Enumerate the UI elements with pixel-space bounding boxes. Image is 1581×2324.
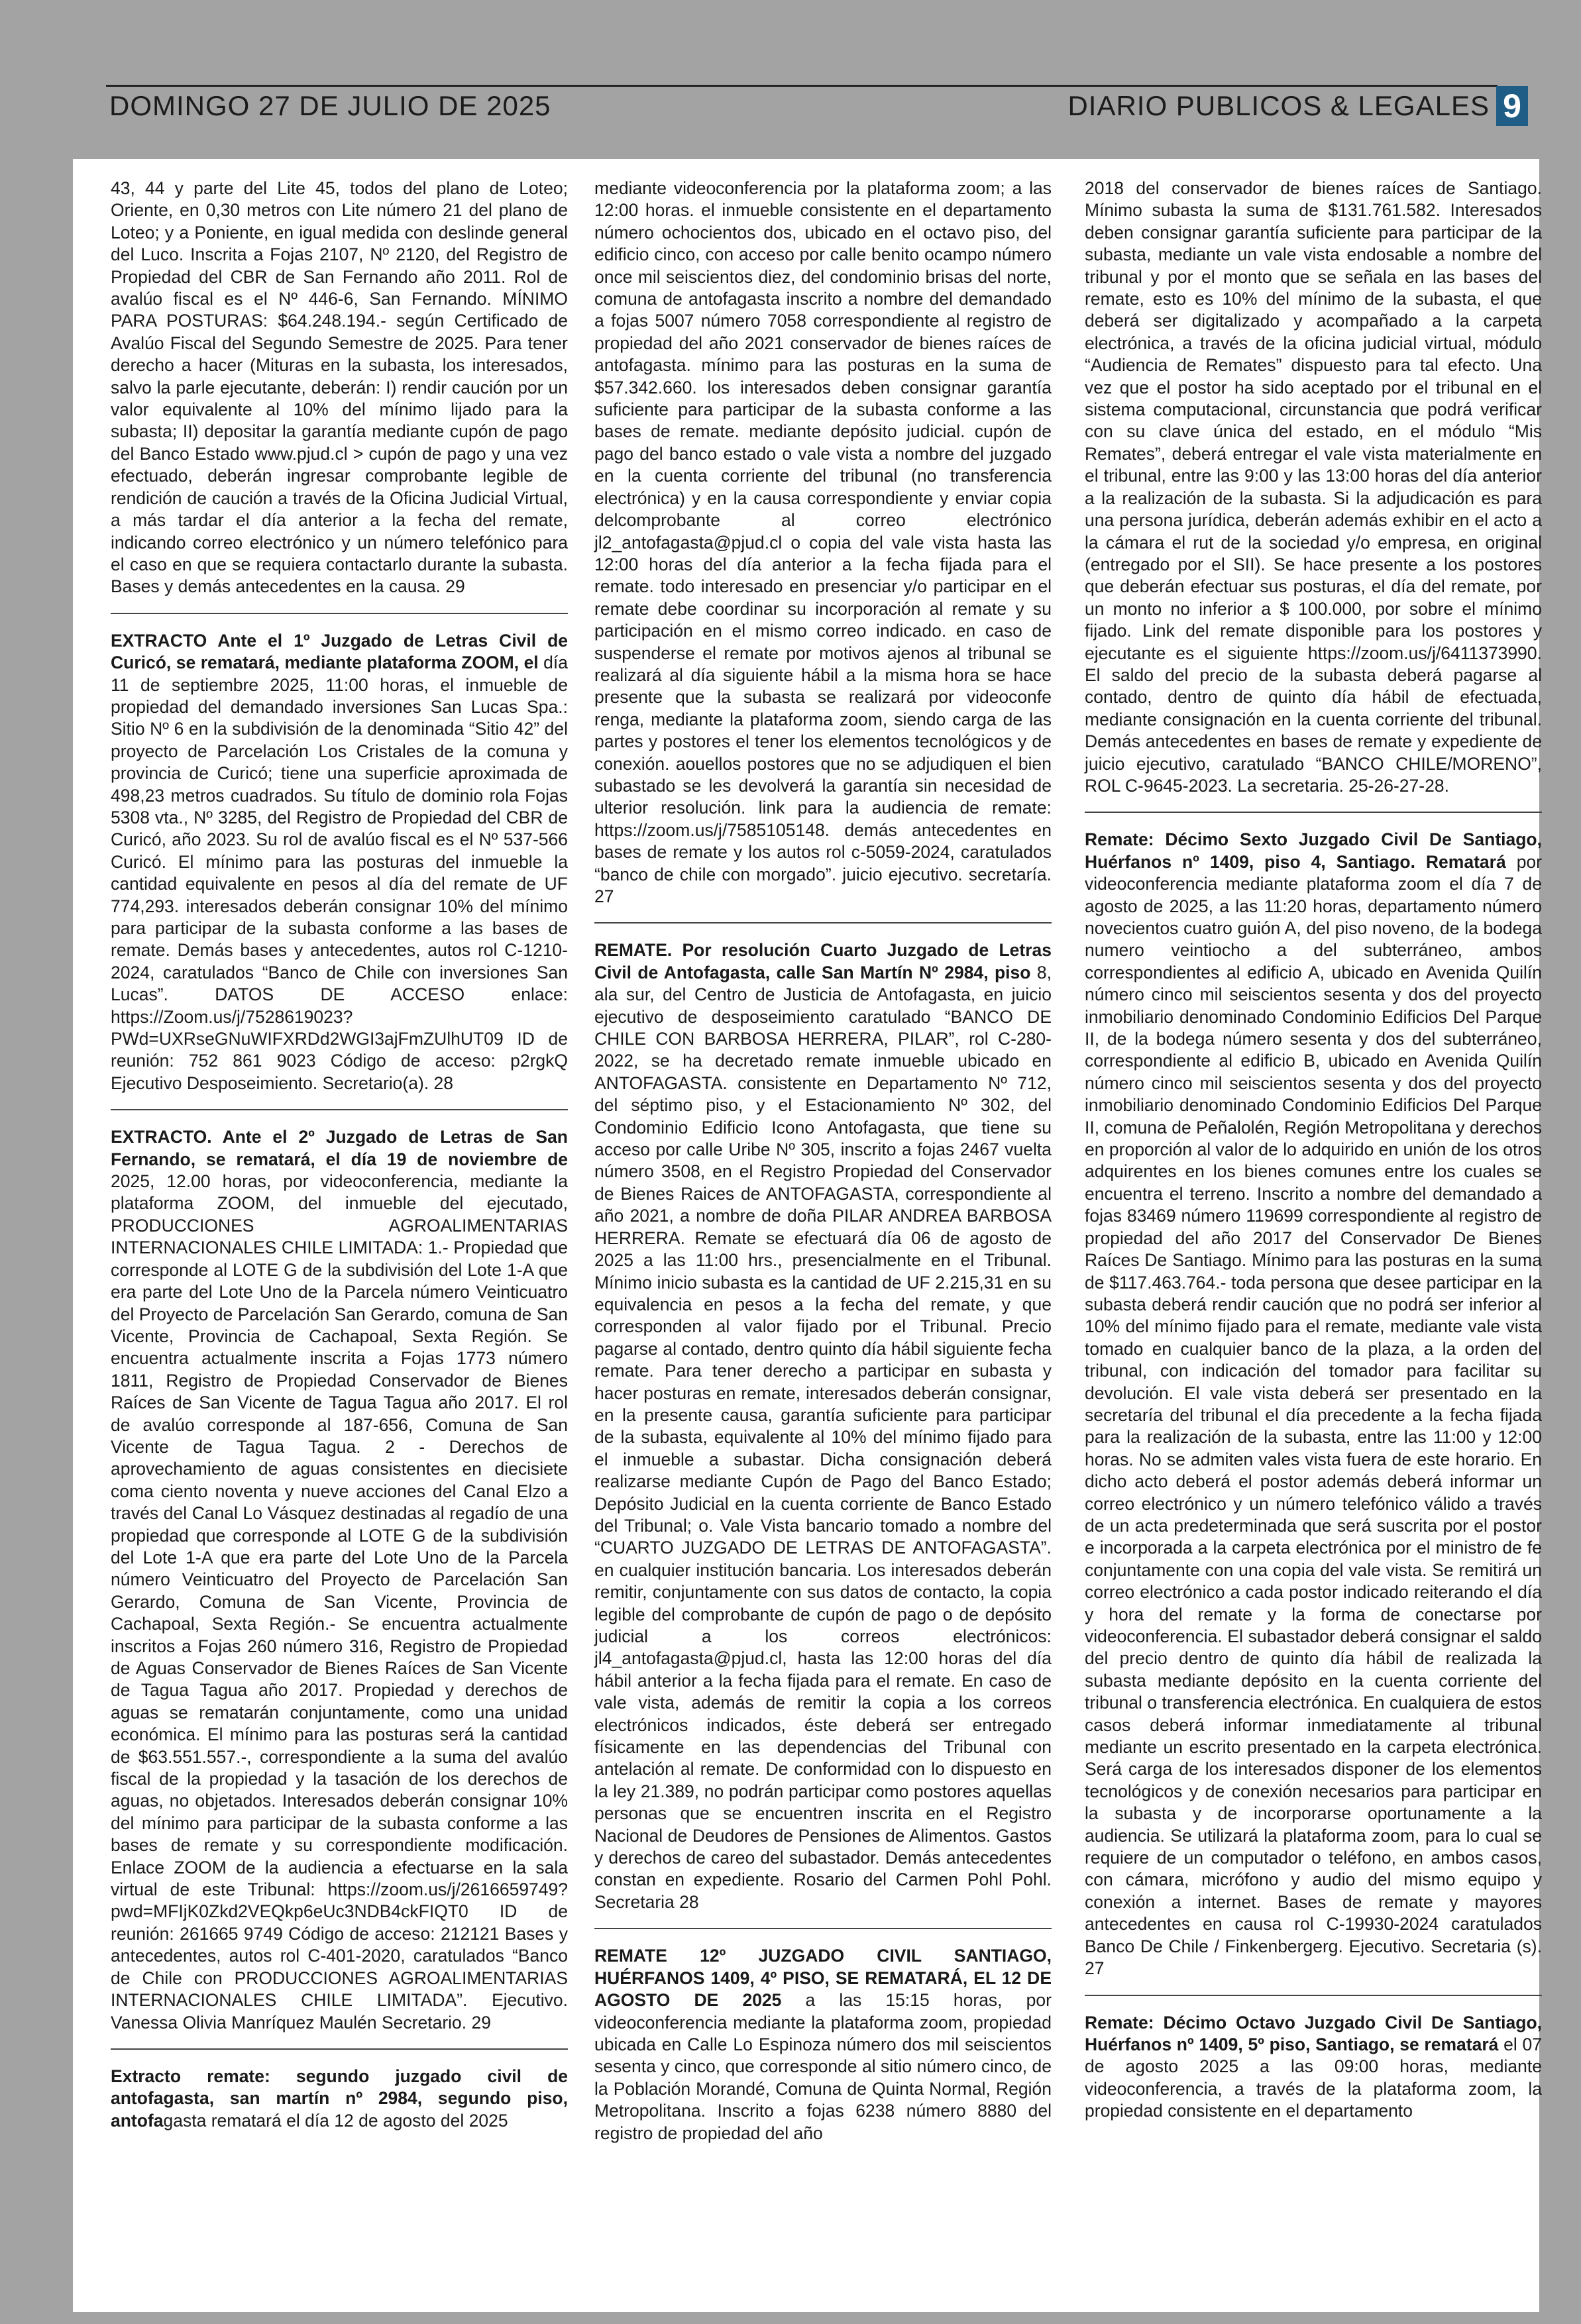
notice-body: el 07 de agosto 2025 a las 09:00 horas, mediante videoconferencia, a través de la plataforma zoom, la propiedad consistente en el departamento [1085,2034,1542,2121]
header-date: DOMINGO 27 DE JULIO DE 2025 [109,90,551,121]
legal-notice [594,939,1052,1913]
legal-notice [594,178,1052,908]
notice-body: 43, 44 y parte del Lite 45, todos del plano de Loteo; Oriente, en 0,30 metros con Lite número 21 del plano de Loteo; y a Poniente, en igual medida con deslinde general del Luco. Inscrita a Fojas 2107, Nº 2120, del Registro de Propiedad del CBR de San Fernando año 2011. Rol de avalúo fiscal es el Nº 446-6, San Fernando. MÍNIMO PARA POSTURAS: $64.248.194.- según Certificado de Avalúo Fiscal del Segundo Semestre de 2025. Para tener derecho a hacer (Mituras en la subasta, los interesados, salvo la parle ejecutante, deberán: I) rendir caución por un valor equivalente al 10% del mínimo lijado para la subasta; II) depositar la garantía mediante cupón de pago del Banco Estado www.pjud.cl > cupón de pago y una vez efectuado, deberán ingresar comprobante legible de rendición de caución a través de la Oficina Judicial Virtual, a más tardar el día anterior a la fecha del remate, indicando correo electrónico y un número telefónico para el caso en que se requiera contactarlo durante la subasta. Bases y demás antecedentes en la causa. 29 [111,178,568,597]
notice-body: mediante videoconferencia por la plataforma zoom; a las 12:00 horas. el inmueble consistente en el departamento número ochocientos dos, ubicado en el octavo piso, del edificio cinco, con acceso por calle benito ocampo número once mil seiscientos diez, del condominio brisas del norte, comuna de antofagasta inscrito a nombre del demandado a fojas 5007 número 7058 correspondiente al registro de propiedad del año 2021 conservador de bienes raíces de antofagasta. mínimo para las posturas en la suma de $57.342.660. los interesados deben consignar garantía suficiente para participar de la subasta conforme a las bases de remate. mediante depósito judicial. cupón de pago del banco estado o vale vista a nombre del juzgado en la cuenta corriente del tribunal (no transferencia electrónica) y en la causa correspondiente y enviar copia delcomprobante al correo electrónico jl2_antofagasta@pjud.cl o copia del vale vista hasta las 12:00 horas del día anterior a la fecha fijada para el remate. todo interesado en presenciar y/o participar en el remate debe coordinar su incorporación al remate y su participación en el mismo correo indicado. en caso de suspenderse el remate por motivos ajenos al tribunal se realizará al día siguiente hábil a la misma hora se hace presente que la subasta se realizará por videoconfe renga, mediante la plataforma zoom, siendo carga de las partes y postores el tener los elementos tecnológicos y de conexión. aouellos postores que no se adjudiquen el bien subastado se les devolverá la garantía sin necesidad de ulterior resolución. link para la audiencia de remate: https://zoom.us/j/7585105148. demás antecedentes en bases de remate y los autos rol c-5059-2024, caratulados “banco de chile con morgado”. juicio ejecutivo. secretaría. 27 [594,178,1052,906]
column-1 [111,178,568,2132]
legal-notice [1085,829,1542,1980]
notice-body: gasta rematará el día 12 de agosto del 2025 [163,2110,508,2131]
column-2 [594,178,1052,2144]
notice-body: por videoconferencia mediante plataforma zoom el día 7 de agosto de 2025, a las 11:20 horas, departamento número novecientos cuatro guión A, del piso noveno, de la bodega numero veintiocho a del subterráneo, ambos correspondientes al edificio A, ubicado en Avenida Quilín número cinco mil seiscientos sesenta y dos del proyecto inmobiliario denominado Condominio Edificios Del Parque II, de la bodega número sesenta y dos del subterráneo, correspondiente al edificio B, ubicado en Avenida Quilín número cinco mil seiscientos sesenta y dos del proyecto inmobiliario denominado Condominio Edificios Del Parque II, comuna de Peñalolén, Región Metropolitana y derechos en proporción al valor de lo adquirido en unión de los otros adquirentes en los bienes comunes entre los cuales se encuentra el terreno. Inscrito a nombre del demandado a fojas 83469 número 119699 correspondiente al registro de propiedad del año 2017 del Conservador De Bienes Raíces De Santiago. Mínimo para las posturas en la suma de $117.463.764.- toda persona que desee participar en la subasta deberá rendir caución que no podrá ser inferior al 10% del mínimo fijado para el remate, mediante vale vista tomado en cualquier banco de la plaza, a la orden del tribunal, con indicación del tomador para facilitar su devolución. El vale vista deberá ser presentado en la secretaría del tribunal el día precedente a la fecha fijada para la realización de la subasta, entre las 11:00 y 12:00 horas. No se admiten vales vista fuera de este horario. En dicho acto deberá el postor además deberá informar un correo electrónico y un número telefónico válido a través de un acta predeterminada que será suscrita por el postor e incorporada a la carpeta electrónica por el ministro de fe conjuntamente con una copia del vale vista. Se remitirá un correo electrónico a cada postor indicado reiterando el día y hora del remate y la forma de conectarse por videoconferencia. El subastador deberá consignar el saldo del precio dentro de quinto día hábil de realizada la subasta mediante depósito en la cuenta corriente del tribunal o transferencia electrónica. En cualquiera de estos casos deberá informar inmediatamente al tribunal mediante un escrito presentado en la carpeta electrónica. Será carga de los interesados disponer de los elementos tecnológicos y de conexión necesarios para participar en la subasta y de incorporarse oportunamente a la audiencia. Se utilizará la plataforma zoom, para lo cual se requiere de un computador o teléfono, en ambos casos, con cámara, micrófono y audio del mismo equipo y conexión a internet. Bases de remate y mayores antecedentes en causa rol C-19930-2024 caratulados Banco De Chile / Finkenbergerg. Ejecutivo. Secretaria (s). 27 [1085,851,1542,1979]
notice-separator [111,613,568,614]
publication-title: DIARIO PUBLICOS & LEGALES [1067,90,1490,121]
legal-notice [111,2066,568,2132]
notice-separator [1085,812,1542,813]
legal-notice [111,178,568,598]
notice-separator [594,1928,1052,1929]
notice-heading: Extracto remate: segundo juzgado civil de antofagasta, san martín nº 2984, segundo piso, antofa [111,2066,568,2131]
notice-heading: EXTRACTO. Ante el 2º Juzgado de Letras de San Fernando, se rematará, el día 19 de noviembre de [111,1127,568,1169]
notice-heading: REMATE. Por resolución Cuarto Juzgado de Letras Civil de Antofagasta, calle San Martín Nº 2984, piso [594,940,1052,982]
notice-heading: REMATE 12º JUZGADO CIVIL SANTIAGO, HUÉRFANOS 1409, 4º PISO, SE REMATARÁ, EL 12 DE AGOSTO DE 2025 [594,1946,1052,2011]
legal-notice [1085,2012,1542,2123]
notice-separator [111,1109,568,1110]
notice-body: día 11 de septiembre 2025, 11:00 horas, el inmueble de propiedad del demandado inversiones San Lucas Spa.: Sitio Nº 6 en la subdivisión de la denominada “Sitio 42” del proyecto de Parcelación Los Cristales de la comuna y provincia de Curicó; tiene una superficie aproximada de 498,23 metros cuadrados. Su título de dominio rola Fojas 5308 vta., Nº 3285, del Registro de Propiedad del CBR de Curicó, año 2023. Su rol de avalúo fiscal es el Nº 537-566 Curicó. El mínimo para las posturas del inmueble la cantidad equivalente en pesos al día del remate de UF 774,293. interesados deberán consignar 10% del mínimo para participar de la subasta conforme a las bases de remate. Demás bases y antecedentes, autos rol C-1210-2024, caratulados “Banco de Chile con inversiones San Lucas”. DATOS DE ACCESO enlace: https://Zoom.us/j/7528619023?PWd=UXRseGNuWIFXRDd2WGI3ajFmZUlhUT09 ID de reunión: 752 861 9023 Código de acceso: p2rgkQ Ejecutivo Desposeimiento. Secretario(a). 28 [111,653,568,1093]
notice-body: 2025, 12.00 horas, por videoconferencia, mediante la plataforma ZOOM, del inmueble del ejecutado, PRODUCCIONES AGROALIMENTARIAS INTERNACIONALES CHILE LIMITADA: 1.- Propiedad que corresponde al LOTE G de la subdivisión del Lote 1-A que era parte del Lote Uno de la Parcela número Veinticuatro del Proyecto de Parcelación San Gerardo, comuna de San Vicente, Provincia de Cachapoal, Sexta Región. Se encuentra actualmente inscrita a Fojas 1773 número 1811, Registro de Propiedad Conservador de Bienes Raíces de San Vicente de Tagua Tagua año 2017. El rol de avalúo corresponde al 187-656, Comuna de San Vicente de Tagua Tagua. 2 - Derechos de aprovechamiento de aguas consistentes en diecisiete coma ciento noventa y nueve acciones del Canal Elzo a través del Canal Lo Vásquez destinadas al regadío de una propiedad que corresponde al LOTE G de la subdivisión del Lote 1-A que era parte del Lote Uno de la Parcela número Veinticuatro del Proyecto de Parcelación San Gerardo, Comuna de San Vicente, Provincia de Cachapoal, Sexta Región.- Se encuentra actualmente inscritos a Fojas 260 número 316, Registro de Propiedad de Aguas Conservador de Bienes Raíces de San Vicente de Tagua Tagua año 2017. Propiedad y derechos de aguas se rematarán conjuntamente, como una unidad económica. El mínimo para las posturas será la cantidad de $63.551.557.-, correspondiente a la suma del avalúo fiscal de la propiedad y la tasación de los derechos de aguas, no objetados. Interesados deberán consignar 10% del mínimo para participar de la subasta conforme a las bases de remate y su correspondiente modificación. Enlace ZOOM de la audiencia a efectuarse en la sala virtual de este Tribunal: https://zoom.us/j/2616659749?pwd=MFIjK0Zkd2VEQkp6eUc3NDB4ckFIQT0 ID de reunión: 261665 9749 Código de acceso: 212121 Bases y antecedentes, autos rol C-401-2020, caratulados “Banco de Chile con PRODUCCIONES AGROALIMENTARIAS INTERNACIONALES CHILE LIMITADA”. Ejecutivo. Vanessa Olivia Manríquez Maulén Secretario. 29 [111,1171,568,2033]
notice-body: 8, ala sur, del Centro de Justicia de Antofagasta, en juicio ejecutivo de desposeimiento caratulado “BANCO DE CHILE CON BARBOSA HERRERA, PILAR”, rol C-280-2022, se ha decretado remate inmueble ubicado en ANTOFAGASTA. consistente en Departamento Nº 712, del séptimo piso, y el Estacionamiento Nº 302, del Condominio Edificio Icono Antofagasta, que tiene su acceso por calle Uribe Nº 305, inscrito a fojas 2467 vuelta número 3508, en el Registro Propiedad del Conservador de Bienes Raices de ANTOFAGASTA, correspondiente al año 2021, a nombre de doña PILAR ANDREA BARBOSA HERRERA. Remate se efectuará día 06 de agosto de 2025 a las 11:00 hrs., presencialmente en el Tribunal. Mínimo inicio subasta es la cantidad de UF 2.215,31 en su equivalencia en pesos a la fecha del remate, y que corresponden al valor fijado por el Tribunal. Precio pagarse al contado, dentro quinto día hábil siguiente fecha remate. Para tener derecho a participar en subasta y hacer posturas en remate, interesados deberán consignar, en la presente causa, garantía suficiente para participar de la subasta, equivalente al 10% del mínimo fijado para el inmueble a subastar. Dicha consignación deberá realizarse mediante Cupón de Pago del Banco Estado; Depósito Judicial en la cuenta corriente de Banco Estado del Tribunal; o. Vale Vista bancario tomado a nombre del “CUARTO JUZGADO DE LETRAS DE ANTOFAGASTA”. en cualquier institución bancaria. Los interesados deberán remitir, conjuntamente con sus datos de contacto, la copia legible del comprobante de cupón de pago o de depósito judicial a los correos electrónicos: jl4_antofagasta@pjud.cl, hasta las 12:00 horas del día hábil anterior a la fecha fijada para el remate. En caso de vale vista, además de remitir la copia a los correos electrónicos indicados, éste deberá ser entregado físicamente en las dependencias del Tribunal con antelación al remate. De conformidad con lo dispuesto en la ley 21.389, no podrán participar como postores aquellas personas que se encuentren inscrita en el Registro Nacional de Deudores de Pensiones de Alimentos. Gastos y derechos de careo del subastador. Demás antecedentes constan en expediente. Rosario del Carmen Pohl Pohl. Secretaria 28 [594,962,1052,1912]
notice-body: 2018 del conservador de bienes raíces de Santiago. Mínimo subasta la suma de $131.761.582. Interesados deben consignar garantía suficiente para participar de la subasta, mediante un vale vista endosable a nombre del tribunal y por el monto que se señala en las bases del remate, esto es 10% del mínimo de la subasta, el que deberá ser digitalizado y acompañado a la carpeta electrónica, a través de la oficina judicial virtual, módulo “Audiencia de Remates” dispuesto para tal efecto. Una vez que el postor ha sido aceptado por el tribunal en el sistema computacional, circunstancia que podrá verificar con su clave única del estado, en el módulo “Mis Remates”, deberá entregar el vale vista materialmente en el tribunal, entre las 9:00 y las 13:00 horas del día anterior a la realización de la subasta. Si la adjudicación es para una persona jurídica, deberán además exhibir en el acto a la cámara el rut de la sociedad y/o empresa, en original (entregado por el SII). Se hace presente a los postores que deberán efectuar sus posturas, el día del remate, por un monto no inferior a $ 100.000, por sobre el mínimo fijado. Link del remate disponible para los postores y ejecutante es el siguiente https://zoom.us/j/6411373990. El saldo del precio de la subasta deberá pagarse al contado, dentro de quinto día hábil de efectuada, mediante consignación en la cuenta corriente del tribunal. Demás antecedentes en bases de remate y expediente de juicio ejecutivo, caratulado “BANCO CHILE/MORENO”, ROL C-9645-2023. La secretaria. 25-26-27-28. [1085,178,1542,796]
column-3 [1085,178,1542,2123]
legal-notice [111,630,568,1095]
notice-heading: Remate: Décimo Octavo Juzgado Civil De Santiago, Huérfanos nº 1409, 5º piso, Santiago, se rematará [1085,2012,1542,2054]
header-rule [106,85,1498,87]
legal-notice [594,1945,1052,2144]
notice-body: a las 15:15 horas, por videoconferencia mediante la plataforma zoom, propiedad ubicada en Calle Lo Espinoza número dos mil seiscientos sesenta y cinco, que corresponde al sitio número cinco, de la Población Morandé, Comuna de Quinta Normal, Región Metropolitana. Inscrito a fojas 6238 número 8880 del registro de propiedad del año [594,1990,1052,2143]
notice-heading: EXTRACTO Ante el 1º Juzgado de Letras Civil de Curicó, se rematará, mediante plataforma ZOOM, el [111,630,568,673]
legal-notice [1085,178,1542,797]
notice-heading: Remate: Décimo Sexto Juzgado Civil De Santiago, Huérfanos nº 1409, piso 4, Santiago. Rematará [1085,829,1542,872]
notice-separator [594,922,1052,924]
notice-separator [111,2048,568,2050]
page-number-badge: 9 [1496,86,1528,126]
legal-notice [111,1126,568,2034]
notice-separator [1085,1995,1542,1996]
